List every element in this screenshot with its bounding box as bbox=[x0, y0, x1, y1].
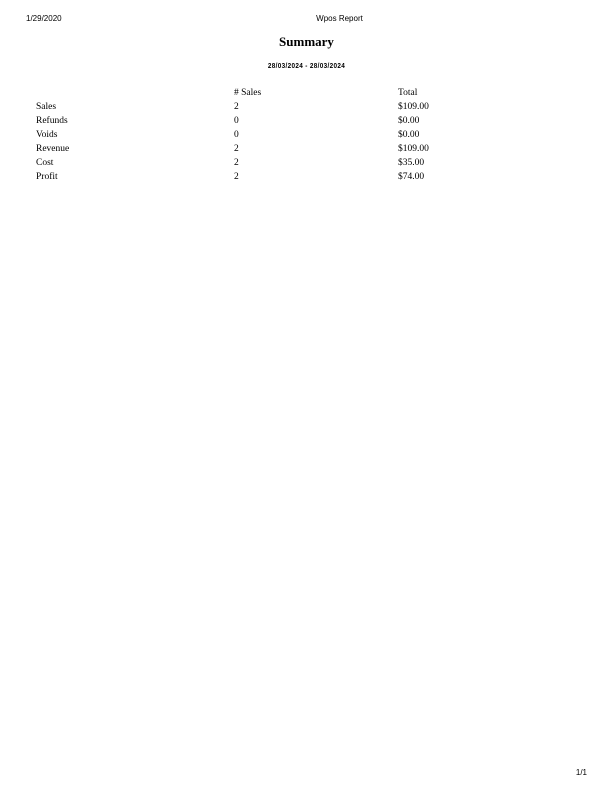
row-label: Profit bbox=[36, 172, 58, 182]
row-label: Sales bbox=[36, 102, 57, 112]
summary-table bbox=[34, 86, 518, 184]
row-label: Revenue bbox=[36, 144, 70, 154]
row-label: Refunds bbox=[36, 116, 68, 126]
page-number: 1/1 bbox=[575, 768, 587, 777]
table-row bbox=[34, 128, 518, 142]
table-row bbox=[34, 142, 518, 156]
row-count: 2 bbox=[234, 144, 239, 154]
row-count: 2 bbox=[234, 172, 239, 182]
column-header-sales-count: # Sales bbox=[234, 88, 262, 98]
row-label: Cost bbox=[36, 158, 54, 168]
row-total: $109.00 bbox=[398, 102, 429, 112]
row-count: 0 bbox=[234, 116, 239, 126]
row-count: 2 bbox=[234, 158, 239, 168]
row-total: $0.00 bbox=[398, 130, 420, 140]
column-header-total: Total bbox=[398, 88, 418, 98]
table-row bbox=[34, 156, 518, 170]
row-count: 2 bbox=[234, 102, 239, 112]
print-date: 1/29/2020 bbox=[26, 14, 62, 23]
print-header-title: Wpos Report bbox=[316, 14, 363, 23]
row-label: Voids bbox=[36, 130, 58, 140]
row-total: $109.00 bbox=[398, 144, 429, 154]
table-header-row bbox=[34, 86, 518, 100]
table-row bbox=[34, 170, 518, 184]
table-row bbox=[34, 100, 518, 114]
date-range: 28/03/2024 - 28/03/2024 bbox=[267, 61, 346, 70]
row-count: 0 bbox=[234, 130, 239, 140]
row-total: $35.00 bbox=[398, 158, 425, 168]
table-row bbox=[34, 114, 518, 128]
row-total: $74.00 bbox=[398, 172, 425, 182]
report-title: Summary bbox=[279, 34, 334, 49]
row-total: $0.00 bbox=[398, 116, 420, 126]
column-header-label bbox=[34, 86, 234, 100]
